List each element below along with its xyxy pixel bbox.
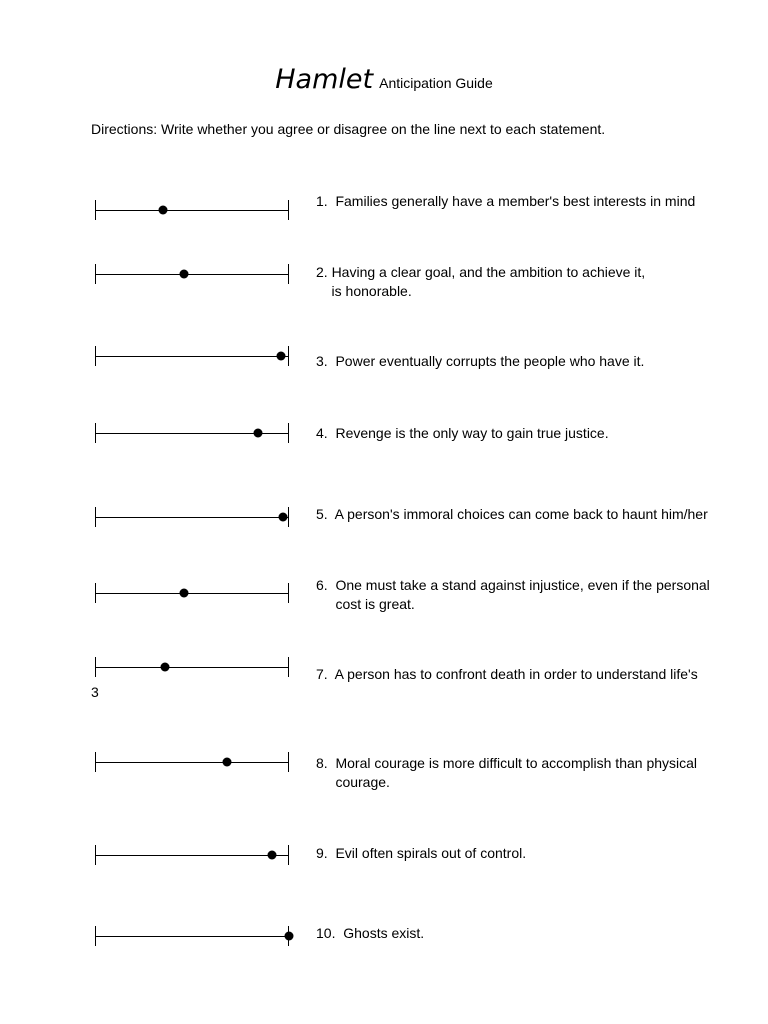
statement-text: 4. Revenge is the only way to gain true justice. — [316, 425, 609, 441]
response-mark[interactable] — [180, 270, 189, 279]
scale-bar — [95, 274, 289, 275]
agree-disagree-line[interactable] — [95, 423, 289, 443]
scale-end-tick — [288, 845, 289, 865]
scale-bar — [95, 593, 289, 594]
scale-bar — [95, 855, 289, 856]
agree-disagree-line[interactable] — [95, 752, 289, 772]
title-subtitle: Anticipation Guide — [379, 75, 493, 91]
scale-end-tick — [288, 346, 289, 366]
statement-text: 10. Ghosts exist. — [316, 925, 425, 941]
scale-end-tick — [288, 583, 289, 603]
scale-end-tick — [288, 200, 289, 220]
scale-end-tick — [288, 507, 289, 527]
scale-bar — [95, 667, 289, 668]
statement-text: 9. Evil often spirals out of control. — [316, 845, 527, 861]
agree-disagree-line[interactable] — [95, 264, 289, 284]
response-mark[interactable] — [222, 758, 231, 767]
response-mark[interactable] — [285, 932, 294, 941]
scale-bar — [95, 762, 289, 763]
agree-disagree-line[interactable] — [95, 926, 289, 946]
agree-disagree-line[interactable] — [95, 657, 289, 677]
scale-bar — [95, 936, 289, 937]
statement-text: 2. Having a clear goal, and the ambition to achieve it, is honorable. — [316, 264, 646, 299]
response-mark[interactable] — [277, 352, 286, 361]
scale-end-tick — [288, 264, 289, 284]
directions-text: Directions: Write whether you agree or disagree on the line next to each statement. — [91, 121, 606, 137]
statement-text: 3. Power eventually corrupts the people who have it. — [316, 353, 645, 369]
scale-bar — [95, 517, 289, 518]
agree-disagree-line[interactable] — [95, 200, 289, 220]
scale-end-tick — [288, 657, 289, 677]
title-main: Hamlet — [275, 64, 374, 95]
scale-end-tick — [288, 423, 289, 443]
response-mark[interactable] — [180, 589, 189, 598]
response-mark[interactable] — [253, 429, 262, 438]
response-mark[interactable] — [158, 206, 167, 215]
margin-note: 3 — [91, 684, 99, 700]
page-title — [0, 64, 768, 95]
response-mark[interactable] — [267, 851, 276, 860]
statement-text: 8. Moral courage is more difficult to accomplish than physical courage. — [316, 755, 698, 790]
scale-end-tick — [288, 752, 289, 772]
response-mark[interactable] — [279, 513, 288, 522]
statement-text: 1. Families generally have a member's best interests in mind — [316, 193, 696, 209]
agree-disagree-line[interactable] — [95, 845, 289, 865]
agree-disagree-line[interactable] — [95, 346, 289, 366]
scale-bar — [95, 356, 289, 357]
agree-disagree-line[interactable] — [95, 583, 289, 603]
statement-text: 7. A person has to confront death in order to understand life's — [316, 666, 698, 682]
scale-bar — [95, 210, 289, 211]
statement-text: 6. One must take a stand against injustice, even if the personal cost is great. — [316, 577, 710, 612]
response-mark[interactable] — [160, 663, 169, 672]
agree-disagree-line[interactable] — [95, 507, 289, 527]
statement-text: 5. A person's immoral choices can come back to haunt him/her — [316, 506, 708, 522]
